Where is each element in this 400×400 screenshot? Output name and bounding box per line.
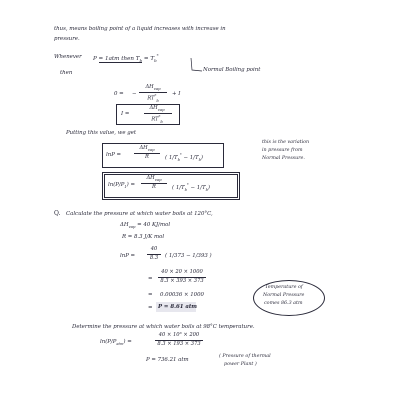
final-pressure-result: P = 736.21 atm [146, 357, 189, 363]
eq3-numerator: $\Delta H_{vap}$ [139, 145, 155, 153]
equals-sign-2: = [148, 276, 153, 282]
eq2-numerator: $\Delta H_{vap}$ [149, 105, 165, 113]
eq3-denominator: R [145, 154, 149, 160]
oval-note-line2: Normal Pressure [263, 293, 305, 298]
normal-boiling-point-label: Normal Boiling point [203, 67, 261, 73]
eq4-denominator: R [152, 184, 156, 190]
calc-numerator-40: 40 [150, 246, 158, 252]
eq3-parenthesis-term: ( $1/T_b^* - 1/T_b$) [165, 153, 203, 162]
thermal-plant-note-line2: power Plant ) [224, 362, 257, 367]
eq1-numerator: $\Delta H_{vap}$ [145, 84, 161, 92]
calc-denominator-8-3: 8.3 [149, 255, 159, 261]
gas-constant-value: R = 8.3 J/K mol [122, 234, 165, 240]
ln-p-atm-label: $\ln(P/P_{atm})$ = [100, 339, 132, 347]
eq1-denominator: $RT^*_b$ [147, 93, 159, 103]
intro-text-line1: thus, means boiling point of a liquid increases with increase in [54, 26, 226, 32]
enthalpy-value: $\Delta H_{vap} = 40$ KJ/mol [120, 222, 171, 230]
calc-step3-value: 0.00036 × 1000 [160, 292, 204, 298]
pressure-condition: P = 1atm then $T_b = T_b^*$ [93, 53, 159, 63]
then-label: then [60, 70, 73, 76]
pressure-result: P = 8.61 atm [158, 304, 198, 310]
final-denominator: 8.3 × 193 × 373 [157, 341, 201, 347]
lnp-label: lnP = [106, 152, 122, 158]
final-numerator: 40 × 10³ × 200 [158, 332, 200, 338]
question-label: Q. [54, 210, 61, 217]
determine-question-text: Determine the pressure at which water boils at 98°C temperature. [72, 324, 255, 330]
minus-sign: − [132, 91, 137, 97]
i-eq-label: I = [121, 111, 130, 117]
variation-note-line1: this is the variation [262, 140, 310, 145]
equals-sign-3: = [148, 292, 153, 298]
calc-step2-numerator: 40 × 20 × 1000 [161, 269, 203, 275]
putting-value-text: Putting this value, we get [66, 130, 137, 136]
plus-i-term: + I [172, 91, 181, 97]
whenever-label: Whenever [54, 54, 82, 60]
lnp-calc-label: lnP = [120, 253, 136, 259]
zero-eq-label: 0 = [114, 91, 124, 97]
intro-text-line2: pressure. [54, 36, 80, 42]
equals-sign-4: = [148, 305, 153, 311]
variation-note-line3: Normal Pressure. [262, 156, 305, 161]
eq4-numerator: $\Delta H_{vap}$ [146, 175, 162, 183]
variation-note-line2: in pressure from [262, 148, 303, 153]
eq2-denominator: $RT^*_b$ [151, 114, 163, 124]
underline-p-eq [99, 62, 142, 63]
calc-step2-denominator: 8.3 × 393 × 373 [160, 278, 204, 284]
ln-ratio-label: $\ln(P/P_1)$ = [108, 182, 136, 190]
oval-note-line3: comes 86.3 atm [264, 301, 303, 306]
eq4-parenthesis-term: ( $1/T_b^* - 1/T_b$) [172, 183, 210, 192]
calc-temperature-terms: ( 1/373 − 1/393 ) [165, 253, 212, 259]
question-text: Calculate the pressure at which water boils at 120°C, [66, 211, 213, 217]
thermal-plant-note-line1: ( Pressure of thermal [219, 354, 271, 359]
oval-note-line1: Temperature of [265, 285, 303, 290]
